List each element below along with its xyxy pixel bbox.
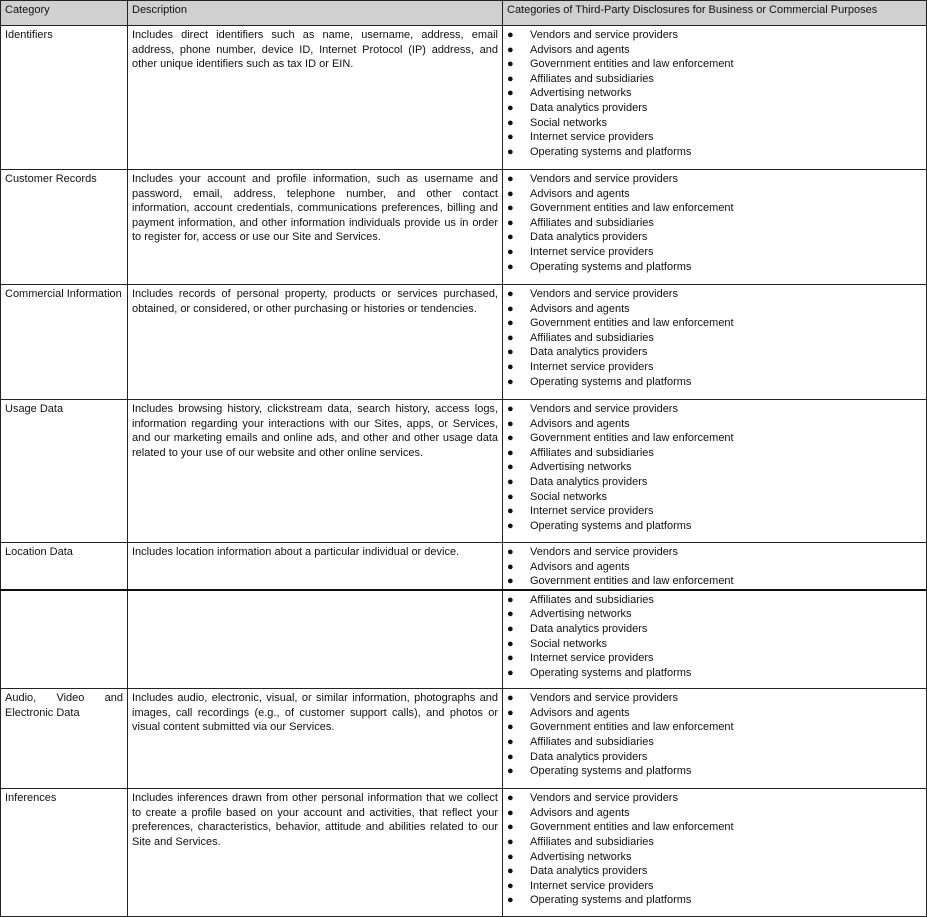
category-cell: Commercial Information (1, 285, 128, 400)
table-row (1, 590, 927, 689)
category-cell: Customer Records (1, 170, 128, 285)
list-item-label: Operating systems and platforms (530, 765, 692, 778)
category-cell: Location Data (1, 543, 128, 590)
list-item (507, 519, 922, 534)
bullet-icon: ● (507, 821, 514, 834)
list-item-label: Affiliates and subsidiaries (530, 72, 654, 85)
disclosures-cell (503, 789, 927, 917)
disclosure-list (507, 791, 922, 908)
list-item (507, 666, 922, 681)
bullet-icon: ● (507, 692, 514, 705)
list-item (507, 431, 922, 446)
list-item (507, 360, 922, 375)
list-item-label: Government entities and law enforcement (530, 821, 734, 834)
category-cell: Inferences (1, 789, 128, 917)
list-item (507, 245, 922, 260)
description-cell (128, 590, 503, 689)
bullet-icon: ● (507, 666, 514, 679)
list-item (507, 216, 922, 231)
list-item-label: Vendors and service providers (530, 29, 678, 41)
disclosures-cell (503, 400, 927, 543)
category-cell: Usage Data (1, 400, 128, 543)
list-item (507, 460, 922, 475)
bullet-icon: ● (507, 417, 514, 430)
list-item (507, 230, 922, 245)
disclosure-list (507, 172, 922, 274)
list-item (507, 172, 922, 187)
category-cell (1, 590, 128, 689)
list-item-label: Internet service providers (530, 652, 654, 665)
header-description: Description (128, 1, 503, 26)
bullet-icon: ● (507, 850, 514, 863)
list-item-label: Affiliates and subsidiaries (530, 836, 654, 849)
list-item-label: Advisors and agents (530, 187, 630, 200)
disclosures-cell (503, 26, 927, 170)
bullet-icon: ● (507, 187, 514, 200)
list-item (507, 345, 922, 360)
bullet-icon: ● (507, 202, 514, 215)
bullet-icon: ● (507, 706, 514, 719)
list-item (507, 835, 922, 850)
list-item (507, 893, 922, 908)
category-cell: Audio, Video and Electronic Data (1, 689, 128, 789)
list-item (507, 735, 922, 750)
list-item (507, 57, 922, 72)
description-cell: Includes direct identifiers such as name, username, address, email address, phone number, device ID, Internet Protocol (IP) address, and other unique identifiers such as tax ID or EIN. (128, 26, 503, 170)
list-item-label: Data analytics providers (530, 101, 648, 114)
bullet-icon: ● (507, 652, 514, 665)
list-item-label: Advertising networks (530, 461, 632, 474)
list-item (507, 302, 922, 317)
bullet-icon: ● (507, 879, 514, 892)
list-item-label: Data analytics providers (530, 865, 648, 878)
list-item (507, 607, 922, 622)
list-item-label: Affiliates and subsidiaries (530, 736, 654, 749)
list-item (507, 475, 922, 490)
description-cell: Includes records of personal property, products or services purchased, obtained, or considered, or other purchasing or histories or tendencies. (128, 285, 503, 400)
table-row (1, 789, 927, 917)
description-cell: Includes audio, electronic, visual, or similar information, photographs and images, call recordings (e.g., of customer support calls), and photos or visual content submitted via our Services. (128, 689, 503, 789)
bullet-icon: ● (507, 505, 514, 518)
list-item (507, 287, 922, 302)
list-item-label: Internet service providers (530, 131, 654, 144)
list-item (507, 504, 922, 519)
disclosure-list (507, 593, 922, 681)
list-item-label: Internet service providers (530, 245, 654, 258)
bullet-icon: ● (507, 260, 514, 273)
bullet-icon: ● (507, 360, 514, 373)
list-item-label: Operating systems and platforms (530, 145, 692, 158)
bullet-icon: ● (507, 593, 514, 606)
list-item-label: Advertising networks (530, 87, 632, 100)
list-item-label: Affiliates and subsidiaries (530, 446, 654, 459)
list-item-label: Vendors and service providers (530, 403, 678, 415)
bullet-icon: ● (507, 43, 514, 56)
list-item-label: Advisors and agents (530, 43, 630, 56)
list-item (507, 446, 922, 461)
list-item (507, 43, 922, 58)
disclosure-list (507, 691, 922, 779)
list-item (507, 850, 922, 865)
list-item-label: Advertising networks (530, 850, 632, 863)
list-item (507, 72, 922, 87)
list-item-label: Social networks (530, 116, 608, 129)
list-item (507, 545, 922, 560)
table-row (1, 285, 927, 400)
list-item-label: Government entities and law enforcement (530, 432, 734, 445)
disclosures-cell (503, 543, 927, 590)
bullet-icon: ● (507, 216, 514, 229)
list-item (507, 593, 922, 608)
list-item-label: Government entities and law enforcement (530, 317, 734, 330)
bullet-icon: ● (507, 145, 514, 158)
list-item (507, 764, 922, 779)
list-item-label: Advisors and agents (530, 706, 630, 719)
bullet-icon: ● (507, 519, 514, 532)
bullet-icon: ● (507, 865, 514, 878)
list-item-label: Data analytics providers (530, 622, 648, 635)
bullet-icon: ● (507, 375, 514, 388)
list-item (507, 101, 922, 116)
disclosure-list (507, 28, 922, 159)
bullet-icon: ● (507, 302, 514, 315)
list-item-label: Advisors and agents (530, 302, 630, 315)
list-item (507, 806, 922, 821)
list-item-label: Data analytics providers (530, 750, 648, 763)
bullet-icon: ● (507, 245, 514, 258)
list-item (507, 86, 922, 101)
bullet-icon: ● (507, 29, 514, 41)
list-item-label: Advisors and agents (530, 806, 630, 819)
list-item-label: Internet service providers (530, 879, 654, 892)
disclosures-cell (503, 689, 927, 789)
bullet-icon: ● (507, 765, 514, 778)
list-item (507, 706, 922, 721)
list-item (507, 260, 922, 275)
table-row (1, 170, 927, 285)
list-item-label: Vendors and service providers (530, 288, 678, 300)
bullet-icon: ● (507, 116, 514, 129)
list-item (507, 116, 922, 131)
list-item (507, 651, 922, 666)
list-item (507, 750, 922, 765)
list-item-label: Government entities and law enforcement (530, 58, 734, 71)
list-item (507, 402, 922, 417)
bullet-icon: ● (507, 637, 514, 650)
list-item-label: Social networks (530, 490, 608, 503)
category-cell: Identifiers (1, 26, 128, 170)
bullet-icon: ● (507, 792, 514, 805)
disclosure-list (507, 287, 922, 389)
list-item (507, 879, 922, 894)
bullet-icon: ● (507, 721, 514, 734)
list-item (507, 375, 922, 390)
bullet-icon: ● (507, 72, 514, 85)
bullet-icon: ● (507, 231, 514, 244)
list-item-label: Vendors and service providers (530, 173, 678, 185)
list-item-label: Data analytics providers (530, 346, 648, 359)
bullet-icon: ● (507, 475, 514, 488)
list-item (507, 187, 922, 202)
bullet-icon: ● (507, 736, 514, 749)
bullet-icon: ● (507, 288, 514, 300)
list-item-label: Operating systems and platforms (530, 519, 692, 532)
list-item-label: Affiliates and subsidiaries (530, 216, 654, 229)
list-item (507, 28, 922, 43)
list-item (507, 820, 922, 835)
list-item-label: Vendors and service providers (530, 792, 678, 805)
list-item (507, 864, 922, 879)
bullet-icon: ● (507, 403, 514, 415)
list-item (507, 145, 922, 160)
list-item-label: Vendors and service providers (530, 546, 678, 558)
list-item-label: Government entities and law enforcement (530, 575, 734, 588)
table-row (1, 543, 927, 590)
bullet-icon: ● (507, 750, 514, 763)
disclosure-list (507, 402, 922, 533)
bullet-icon: ● (507, 101, 514, 114)
list-item-label: Operating systems and platforms (530, 260, 692, 273)
list-item (507, 316, 922, 331)
bullet-icon: ● (507, 432, 514, 445)
disclosures-cell (503, 590, 927, 689)
bullet-icon: ● (507, 560, 514, 573)
bullet-icon: ● (507, 490, 514, 503)
list-item (507, 560, 922, 575)
list-item (507, 720, 922, 735)
disclosure-list (507, 545, 922, 589)
bullet-icon: ● (507, 131, 514, 144)
bullet-icon: ● (507, 317, 514, 330)
disclosures-cell (503, 285, 927, 400)
bullet-icon: ● (507, 346, 514, 359)
description-cell: Includes inferences drawn from other personal information that we collect to create a profile based on your account and activities, that reflect your preferences, characteristics, behavior, attitude and abilities related to our Site and Services. (128, 789, 503, 917)
description-cell: Includes location information about a particular individual or device. (128, 543, 503, 590)
list-item-label: Government entities and law enforcement (530, 721, 734, 734)
list-item (507, 637, 922, 652)
table-row (1, 26, 927, 170)
header-row (1, 1, 927, 26)
bullet-icon: ● (507, 58, 514, 71)
list-item (507, 130, 922, 145)
bullet-icon: ● (507, 575, 514, 588)
bullet-icon: ● (507, 622, 514, 635)
list-item-label: Data analytics providers (530, 475, 648, 488)
list-item-label: Operating systems and platforms (530, 894, 692, 907)
list-item (507, 201, 922, 216)
table-row (1, 400, 927, 543)
list-item (507, 331, 922, 346)
list-item-label: Advisors and agents (530, 417, 630, 430)
bullet-icon: ● (507, 446, 514, 459)
header-disclosures: Categories of Third-Party Disclosures for Business or Commercial Purposes (503, 1, 927, 26)
bullet-icon: ● (507, 894, 514, 907)
list-item-label: Vendors and service providers (530, 692, 678, 705)
list-item-label: Operating systems and platforms (530, 375, 692, 388)
list-item (507, 490, 922, 505)
description-cell: Includes your account and profile information, such as username and password, email, address, telephone number, and other contact information, account credentials, communications preferences, billing and payment information, and other information individuals provide us in order to register for, access or use our Site and Services. (128, 170, 503, 285)
list-item-label: Data analytics providers (530, 231, 648, 244)
list-item-label: Advisors and agents (530, 560, 630, 573)
description-cell: Includes browsing history, clickstream data, search history, access logs, information regarding your interactions with our Sites, apps, or Services, and our marketing emails and online ads, and other and other usage data related to your use of our website and other online services. (128, 400, 503, 543)
bullet-icon: ● (507, 331, 514, 344)
list-item-label: Operating systems and platforms (530, 666, 692, 679)
list-item (507, 791, 922, 806)
list-item-label: Internet service providers (530, 360, 654, 373)
list-item-label: Advertising networks (530, 608, 632, 621)
list-item-label: Social networks (530, 637, 608, 650)
list-item-label: Affiliates and subsidiaries (530, 593, 654, 606)
bullet-icon: ● (507, 806, 514, 819)
list-item-label: Internet service providers (530, 505, 654, 518)
list-item (507, 691, 922, 706)
bullet-icon: ● (507, 546, 514, 558)
list-item-label: Government entities and law enforcement (530, 202, 734, 215)
list-item (507, 417, 922, 432)
header-category: Category (1, 1, 128, 26)
table-row (1, 689, 927, 789)
bullet-icon: ● (507, 173, 514, 185)
list-item (507, 622, 922, 637)
list-item-label: Affiliates and subsidiaries (530, 331, 654, 344)
list-item (507, 574, 922, 589)
bullet-icon: ● (507, 836, 514, 849)
bullet-icon: ● (507, 461, 514, 474)
bullet-icon: ● (507, 608, 514, 621)
bullet-icon: ● (507, 87, 514, 100)
disclosures-cell (503, 170, 927, 285)
